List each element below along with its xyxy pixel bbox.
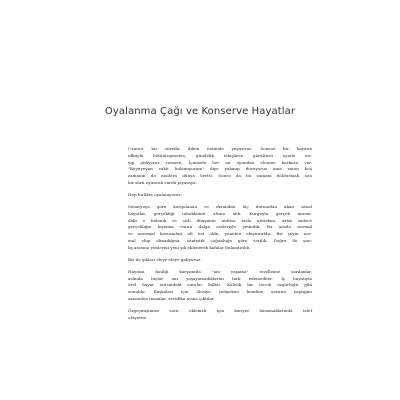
text-line: bir sürü oyuncak sürdü piyasaya. [128,179,197,185]
text-line: zanneden insanlar, sertifika avına çıktılar. [128,295,215,301]
paragraph [118,192,312,199]
text-line: "Büyüyeyim vakit bulamıyorum" diye yakınıp duruyoruz ama zaten boş [128,166,312,172]
text-line: Hep birlikte oyalanıyoruz. [128,191,183,197]
text-line: mal olup olmadığına, istatistik çoğunluğa göre verildi. Doğru ile yan- [128,237,312,243]
text-line: Uzunca bir süredir diken üstünde yaşıyoruz. Sonsuz bir hayatın [128,146,312,151]
text-line: lış arasına yönlerini yeni şık eklenerek kafalar bulandırıldı. [128,244,251,250]
text-line: özel hayat arasındaki sınırlar kalktı. Kölelik bir tercih özgürlüğü gibi [128,282,312,288]
text-line: Özgeçmişimize satır eklemek için kariyer basamaklarında telef [128,307,312,313]
text-line: sunuldu. Başkaları için ölesiye çalışırken kendine yatırım yaptığını [128,289,312,295]
text-line: ve anormal kavramları alt üst oldu, yeniden oluşturuldu. Bir şeyin nor- [128,231,312,237]
text-line: yip gidiyoruz resmen. İçimizde her an oyundan elenme korkusu var. [128,159,312,165]
text-line: hayatlar, gerçekliği tahakkümü altına aldı. Kurguyla gerçek arasın- [128,210,312,216]
text-line: Biz de şıkları eleye eleye gidiyoruz. [128,256,202,262]
paragraph [118,269,312,303]
paragraph [118,204,312,252]
paragraph [118,257,312,264]
text-line: zamanın da modern dünya üretti. Sonra da bu zamanı doldurmak için [128,173,312,179]
text-line: gerçekliğin kıyısına vuran dalga sesleriyle yetindik. Bu arada normal [128,224,312,230]
chapter-title: Oyalanma Çağı ve Konserve Hayatlar [104,106,296,117]
text-line: Senaryoya göre kurgulanan ve ekrandan hiç durmadan akan sanal [128,203,312,209]
paragraph [118,308,312,322]
text-line: Hayatın fanilği karşısında "anı yaşama" tesellisine sarılanlar, [128,268,312,274]
text-line: ufkuyla bütünleşmeden, gündelik telaşların gürültüsü içinde eri- [128,152,312,158]
paragraph [118,146,312,187]
text-line: oluyoruz. [128,314,148,320]
chapter-body [118,146,312,327]
text-line: aslında hiçbir anı yaşayamadıklarını fark edemediler. İş hayatıyla [128,275,312,281]
text-line: daki o bulanık ve sisli dünyanın nüfusu hızla artarken, artık sadece [128,217,312,223]
